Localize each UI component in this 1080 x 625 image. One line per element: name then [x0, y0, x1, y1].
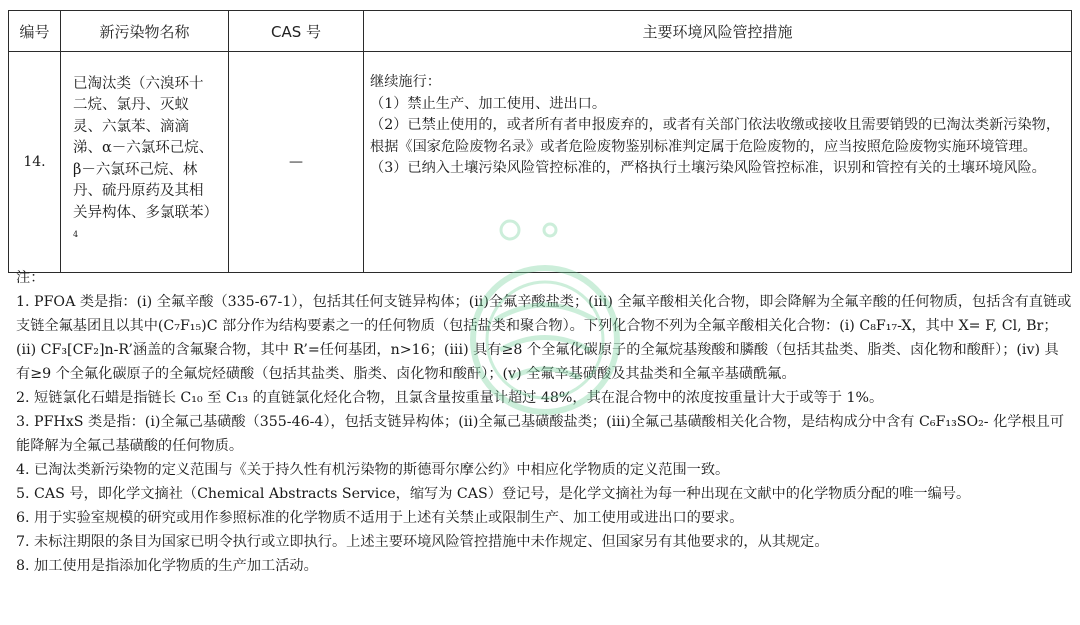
table-header-row: [9, 11, 1072, 52]
row-measures: [364, 52, 1072, 273]
note-item: 6. 用于实验室规模的研究或用作参照标准的化学物质不适用于上述有关禁止或限制生产、加工使用或进出口的要求。: [16, 510, 744, 526]
note-item: 8. 加工使用是指添加化学物质的生产加工活动。: [16, 558, 318, 574]
pollutant-name-footnote: 4: [73, 230, 79, 240]
row-number: 14.: [9, 52, 61, 273]
note-item: 1. PFOA 类是指：(i) 全氟辛酸（335-67-1），包括其任何支链异构体；(ii)全氟辛酸盐类；(iii) 全氟辛酸相关化合物，即会降解为全氟辛酸的任何物质，包括含有直链或支链全氟基团且以其中(C₇F₁₅)C 部分作为结构要素之一的任何物质（包括盐类和聚合物）。下列化合物不列为全氟辛酸相关化合物：(i) C₈F₁₇-X，其中 X= F, Cl, Br；(ii) CF₃[CF₂]n-R’涵盖的含氟聚合物，其中 R’=任何基团，n>16；(iii) 具有≥8 个全氟化碳原子的全氟烷基羧酸和膦酸（包括其盐类、脂类、卤化物和酸酐）；(iv) 具有≥9 个全氟化碳原子的全氟烷烃磺酸（包括其盐类、脂类、卤化物和酸酐）；(v) 全氟辛基磺酸及其盐类和全氟辛基磺酰氟。: [16, 294, 1072, 382]
risk-control-table: [8, 10, 1072, 273]
note-item: 5. CAS 号，即化学文摘社（Chemical Abstracts Service，缩写为 CAS）登记号，是化学文摘社为每一种出现在文献中的化学物质分配的唯一编号。: [16, 486, 971, 502]
header-number: 编号: [9, 11, 61, 52]
measure-line: （3）已纳入土壤污染风险管控标准的，严格执行土壤污染风险管控标准，识别和管控有关的土壤环境风险。: [370, 160, 1046, 176]
pollutant-name-text: 已淘汰类（六溴环十二烷、氯丹、灭蚁灵、六氯苯、滴滴涕、α－六氯环己烷、β－六氯环己烷、林丹、硫丹原药及其相关异构体、多氯联苯）: [73, 75, 218, 221]
note-item: 7. 未标注期限的条目为国家已明令执行或立即执行。上述主要环境风险管控措施中未作规定、但国家另有其他要求的，从其规定。: [16, 534, 829, 550]
note-item: 4. 已淘汰类新污染物的定义范围与《关于持久性有机污染物的斯德哥尔摩公约》中相应化学物质的定义范围一致。: [16, 462, 730, 478]
table-row: [9, 52, 1072, 273]
note-item: 3. PFHxS 类是指：(i)全氟己基磺酸（355-46-4），包括支链异构体；(ii)全氟己基磺酸盐类；(iii)全氟己基磺酸相关化合物，是结构成分中含有 C₆F₁₃SO₂- 化学根且可能降解为全氟己基磺酸的任何物质。: [16, 414, 1065, 454]
notes-section: [16, 266, 1072, 578]
measure-line: （2）已禁止使用的，或者所有者申报废弃的，或者有关部门依法收缴或接收且需要销毁的已淘汰类新污染物，根据《国家危险废物名录》或者危险废物鉴别标准判定属于危险废物的，应当按照危险废物实施环境管理。: [370, 117, 1061, 155]
row-cas-number: —: [229, 52, 364, 273]
measure-line: （1）禁止生产、加工使用、进出口。: [370, 95, 607, 112]
row-pollutant-name: [61, 52, 229, 273]
header-cas-number: CAS 号: [229, 11, 364, 52]
header-measures: 主要环境风险管控措施: [364, 11, 1072, 52]
notes-title: 注：: [16, 270, 45, 286]
header-pollutant-name: 新污染物名称: [61, 11, 229, 52]
note-item: 2. 短链氯化石蜡是指链长 C₁₀ 至 C₁₃ 的直链氯化烃化合物，且氯含量按重量计超过 48%，其在混合物中的浓度按重量计大于或等于 1%。: [16, 390, 884, 406]
measure-line: 继续施行：: [370, 74, 441, 90]
